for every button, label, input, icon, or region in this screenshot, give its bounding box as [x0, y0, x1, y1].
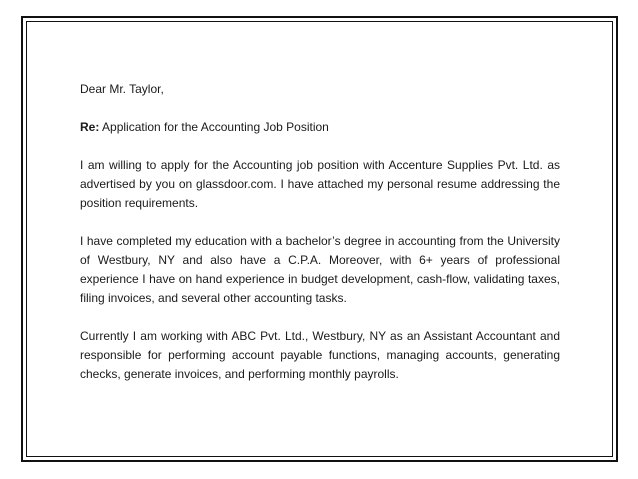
subject-label: Re: [80, 120, 100, 134]
paragraph-education: I have completed my education with a bachelor’s degree in accounting from the University of Westbury, NY and also have a C.P.A. Moreover, with 6+ years of professional experience I have on hand experience in budget development, cash-flow, validating taxes, filing invoices, and several other accounting tasks. [80, 234, 560, 305]
subject-text: Application for the Accounting Job Position [102, 120, 329, 134]
cover-letter-body [80, 80, 560, 403]
paragraph-current-role: Currently I am working with ABC Pvt. Ltd., Westbury, NY as an Assistant Accountant and responsible for performing account payable functions, managing accounts, generating checks, generate invoices, and performing monthly payrolls. [80, 329, 560, 381]
paragraph-application: I am willing to apply for the Accounting job position with Accenture Supplies Pvt. Ltd. as advertised by you on glassdoor.com. I have attached my personal resume addressing the position requirements. [80, 158, 560, 210]
subject-line [80, 118, 560, 137]
salutation: Dear Mr. Taylor, [80, 82, 164, 96]
